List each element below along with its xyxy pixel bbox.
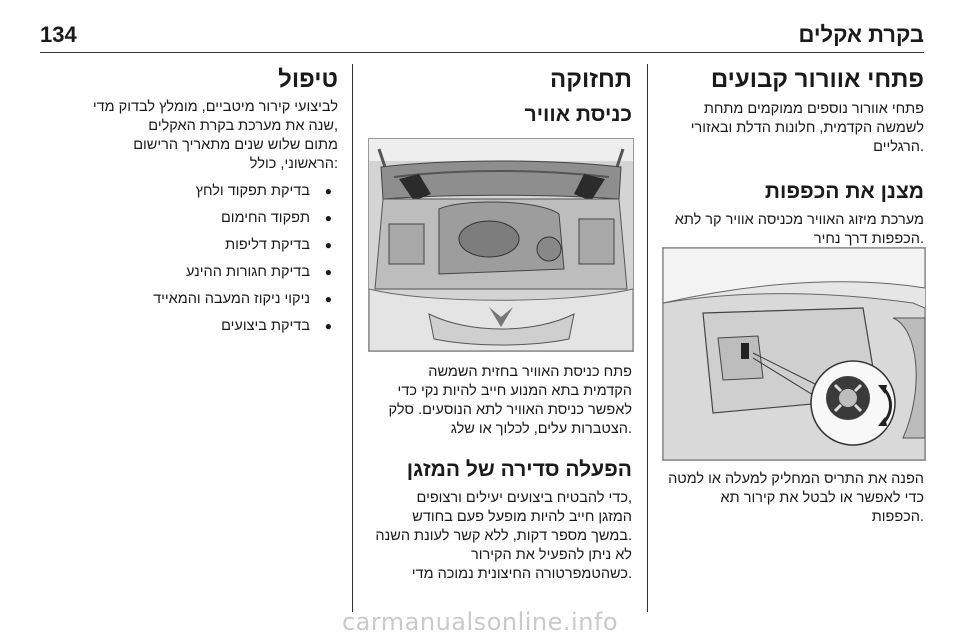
text-line: לא ניתן להפעיל את הקירור (470, 547, 632, 563)
text-line: ,שנה את מערכת בקרת האקלים (148, 118, 338, 134)
service-text (70, 98, 338, 174)
left-column (70, 66, 338, 340)
glovebox-cooler-text (662, 211, 924, 249)
caption-line: פתח כניסת האוויר בחזית השמשה (428, 364, 632, 380)
bullet-icon: ● (324, 211, 332, 225)
column-divider-left (352, 64, 353, 612)
text-line: .הכפפות דרך נחיר (813, 231, 924, 247)
list-item (70, 259, 338, 286)
list-item-text: בדיקת דליפות (225, 237, 310, 253)
right-column (662, 66, 924, 249)
maintenance-heading: תחזוקה (550, 66, 632, 93)
regular-ac-operation-heading: הפעלה סדירה של המזגן (406, 458, 632, 481)
glovebox-cooler-heading: מצנן את הכפפות (764, 180, 924, 203)
bullet-icon: ● (324, 265, 332, 279)
caption-line: הפנה את התריס המחליק למעלה או למטה (668, 471, 924, 487)
bullet-icon: ● (324, 292, 332, 306)
text-line: מתום שלוש שנים מתאריך הרישום (133, 137, 338, 153)
list-item-text: בדיקת ביצועים (221, 318, 310, 334)
text-line: לביצועי קירור מיטביים, מומלץ לבדוק מדי (92, 99, 338, 115)
text-line: ,כדי להבטיח ביצועים יעילים ורצופים (416, 490, 632, 506)
section-title: בקרת אקלים (798, 22, 924, 47)
air-intake-caption (366, 363, 632, 439)
bullet-icon: ● (324, 184, 332, 198)
middle-column-top (366, 66, 632, 128)
engine-bay-drawing (369, 139, 633, 351)
list-item (70, 178, 338, 205)
list-item-text: תפקוד החימום (220, 210, 310, 226)
text-line: .במשך מספר דקות, ללא קשר לעונת השנה (375, 528, 632, 544)
service-heading: טיפול (278, 66, 338, 93)
text-line: .הרגליים (873, 139, 924, 155)
text-line: מערכת מיזוג האוויר מכניסה אוויר קר לתא (674, 212, 924, 228)
glovebox-drawing (663, 248, 925, 460)
page-number: 134 (40, 22, 77, 47)
fixed-vents-text (662, 100, 924, 157)
text-line: פתחי אוורור נוספים ממוקמים מתחת (703, 101, 924, 117)
list-item (70, 205, 338, 232)
caption-line: כדי לאפשר או לבטל את קירור תא (720, 490, 924, 506)
caption-line: .הצטברות עלים, לכלוך או שלג (450, 421, 632, 437)
watermark: carmanualsonline.info (341, 608, 619, 636)
page-header (40, 22, 924, 48)
fixed-vents-heading: פתחי אוורור קבועים (710, 66, 924, 93)
glovebox-caption (662, 470, 924, 527)
air-intake-heading: כניסת אוויר (524, 103, 632, 126)
list-item-text: ניקוי ניקוז המעבה והמאייד (153, 291, 310, 307)
engine-bay-illustration (368, 138, 634, 352)
caption-line: הקדמית בתא המנוע חייב להיות נקי כדי (397, 383, 632, 399)
list-item (70, 313, 338, 340)
bullet-icon: ● (324, 319, 332, 333)
column-divider-right (647, 64, 648, 612)
regular-ac-operation-text (366, 489, 632, 584)
middle-column-bottom (366, 363, 632, 584)
text-line: .כשהטמפרטורה החיצונית נמוכה מדי (411, 566, 632, 582)
caption-line: לאפשר כניסת האוויר לתא הנוסעים. סלק (388, 402, 632, 418)
caption-line: .הכפפות (871, 509, 924, 525)
text-line: המזגן חייב להיות מופעל פעם בחודש (412, 509, 632, 525)
list-item-text: בדיקת תפקוד ולחץ (195, 183, 310, 199)
header-rule (40, 52, 924, 53)
text-line: :הראשוני, כולל (249, 156, 338, 172)
service-checklist (70, 178, 338, 340)
bullet-icon: ● (324, 238, 332, 252)
list-item (70, 286, 338, 313)
text-line: לשמשה הקדמית, חלונות הדלת ובאזורי (690, 120, 924, 136)
glovebox-illustration (662, 247, 926, 461)
list-item (70, 232, 338, 259)
list-item-text: בדיקת חגורות ההינע (185, 264, 310, 280)
